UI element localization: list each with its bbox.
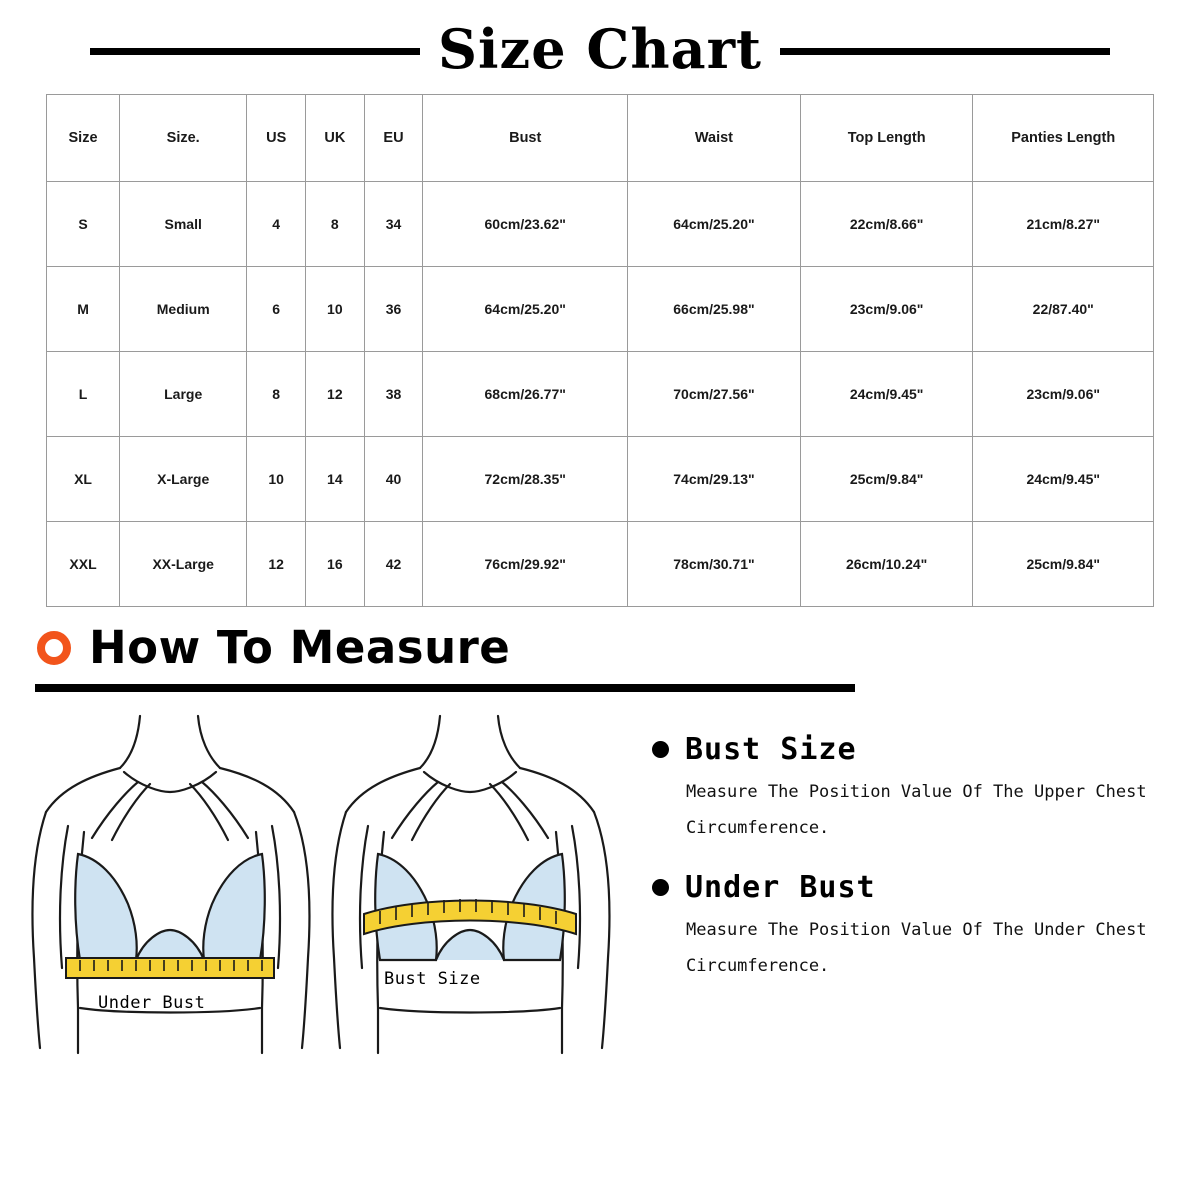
- table-row: [47, 352, 1154, 437]
- cell-bust: 72cm/28.35": [423, 437, 628, 522]
- column-header-top-length: Top Length: [800, 95, 973, 182]
- how-to-measure-underline: [35, 684, 855, 692]
- figure-caption-bust-size: Bust Size: [384, 969, 481, 989]
- cell-top-length: 23cm/9.06": [800, 267, 973, 352]
- table-row: [47, 437, 1154, 522]
- cell-waist: 70cm/27.56": [628, 352, 801, 437]
- cell-size: L: [47, 352, 120, 437]
- column-header-panties-length: Panties Length: [973, 95, 1154, 182]
- cell-waist: 74cm/29.13": [628, 437, 801, 522]
- cell-size-name: Medium: [120, 267, 247, 352]
- measure-descriptions: [630, 708, 1180, 1093]
- measure-item-bust-size: [652, 732, 1180, 846]
- measure-item-label: Bust Size: [685, 732, 857, 767]
- column-header-bust: Bust: [423, 95, 628, 182]
- measure-item-description: Measure The Position Value Of The Under Chest Circumference.: [686, 920, 1147, 977]
- tape-under-bust: [66, 958, 274, 978]
- cell-top-length: 24cm/9.45": [800, 352, 973, 437]
- size-chart-table-wrap: [0, 86, 1200, 607]
- figure-bust-size: [333, 716, 610, 1053]
- cell-us: 8: [247, 352, 306, 437]
- cell-bust: 68cm/26.77": [423, 352, 628, 437]
- table-row: [47, 522, 1154, 607]
- table-header-row: [47, 95, 1154, 182]
- how-to-measure-section: [0, 607, 1200, 692]
- cell-uk: 12: [306, 352, 365, 437]
- table-body: [47, 182, 1154, 607]
- how-to-measure-title: How To Measure: [89, 621, 511, 674]
- measure-item-under-bust: [652, 870, 1180, 984]
- column-header-eu: EU: [364, 95, 423, 182]
- table-header: [47, 95, 1154, 182]
- cell-us: 4: [247, 182, 306, 267]
- column-header-uk: UK: [306, 95, 365, 182]
- cell-top-length: 26cm/10.24": [800, 522, 973, 607]
- cell-panties-length: 21cm/8.27": [973, 182, 1154, 267]
- cell-bust: 64cm/25.20": [423, 267, 628, 352]
- column-header-us: US: [247, 95, 306, 182]
- header-rule-left: [90, 48, 420, 55]
- measure-figures-svg: [20, 708, 620, 1088]
- figures-group: [20, 708, 620, 1093]
- cell-waist: 64cm/25.20": [628, 182, 801, 267]
- header-rule-right: [780, 48, 1110, 55]
- cell-panties-length: 24cm/9.45": [973, 437, 1154, 522]
- page-title: Size Chart: [438, 17, 762, 81]
- cell-bust: 76cm/29.92": [423, 522, 628, 607]
- cell-waist: 78cm/30.71": [628, 522, 801, 607]
- dot-bullet-icon: [652, 879, 669, 896]
- cell-size: M: [47, 267, 120, 352]
- page-header: [0, 0, 1200, 86]
- cell-us: 10: [247, 437, 306, 522]
- cell-waist: 66cm/25.98": [628, 267, 801, 352]
- cell-size-name: XX-Large: [120, 522, 247, 607]
- cell-panties-length: 23cm/9.06": [973, 352, 1154, 437]
- cell-panties-length: 22/87.40": [973, 267, 1154, 352]
- measure-item-heading: [652, 870, 1180, 905]
- measure-illustration-area: [0, 692, 1200, 1093]
- size-chart-table: [46, 94, 1154, 607]
- cell-uk: 16: [306, 522, 365, 607]
- table-row: [47, 267, 1154, 352]
- measure-item-heading: [652, 732, 1180, 767]
- cell-size-name: Large: [120, 352, 247, 437]
- cell-eu: 40: [364, 437, 423, 522]
- cell-size: XL: [47, 437, 120, 522]
- cell-us: 12: [247, 522, 306, 607]
- column-header-waist: Waist: [628, 95, 801, 182]
- cell-us: 6: [247, 267, 306, 352]
- table-row: [47, 182, 1154, 267]
- cell-eu: 38: [364, 352, 423, 437]
- cell-size-name: Small: [120, 182, 247, 267]
- measure-item-description: Measure The Position Value Of The Upper Chest Circumference.: [686, 782, 1147, 838]
- cell-size: S: [47, 182, 120, 267]
- cell-uk: 14: [306, 437, 365, 522]
- figure-caption-under-bust: Under Bust: [98, 993, 206, 1013]
- column-header-size-name: Size.: [120, 95, 247, 182]
- cell-top-length: 22cm/8.66": [800, 182, 973, 267]
- cell-size: XXL: [47, 522, 120, 607]
- cell-eu: 42: [364, 522, 423, 607]
- how-to-measure-heading-row: [25, 621, 1160, 674]
- cell-bust: 60cm/23.62": [423, 182, 628, 267]
- cell-size-name: X-Large: [120, 437, 247, 522]
- cell-panties-length: 25cm/9.84": [973, 522, 1154, 607]
- cell-eu: 36: [364, 267, 423, 352]
- measure-item-label: Under Bust: [685, 870, 876, 906]
- cell-eu: 34: [364, 182, 423, 267]
- cell-uk: 10: [306, 267, 365, 352]
- cell-uk: 8: [306, 182, 365, 267]
- ring-bullet-icon: [37, 631, 71, 665]
- column-header-size: Size: [47, 95, 120, 182]
- dot-bullet-icon: [652, 741, 669, 758]
- cell-top-length: 25cm/9.84": [800, 437, 973, 522]
